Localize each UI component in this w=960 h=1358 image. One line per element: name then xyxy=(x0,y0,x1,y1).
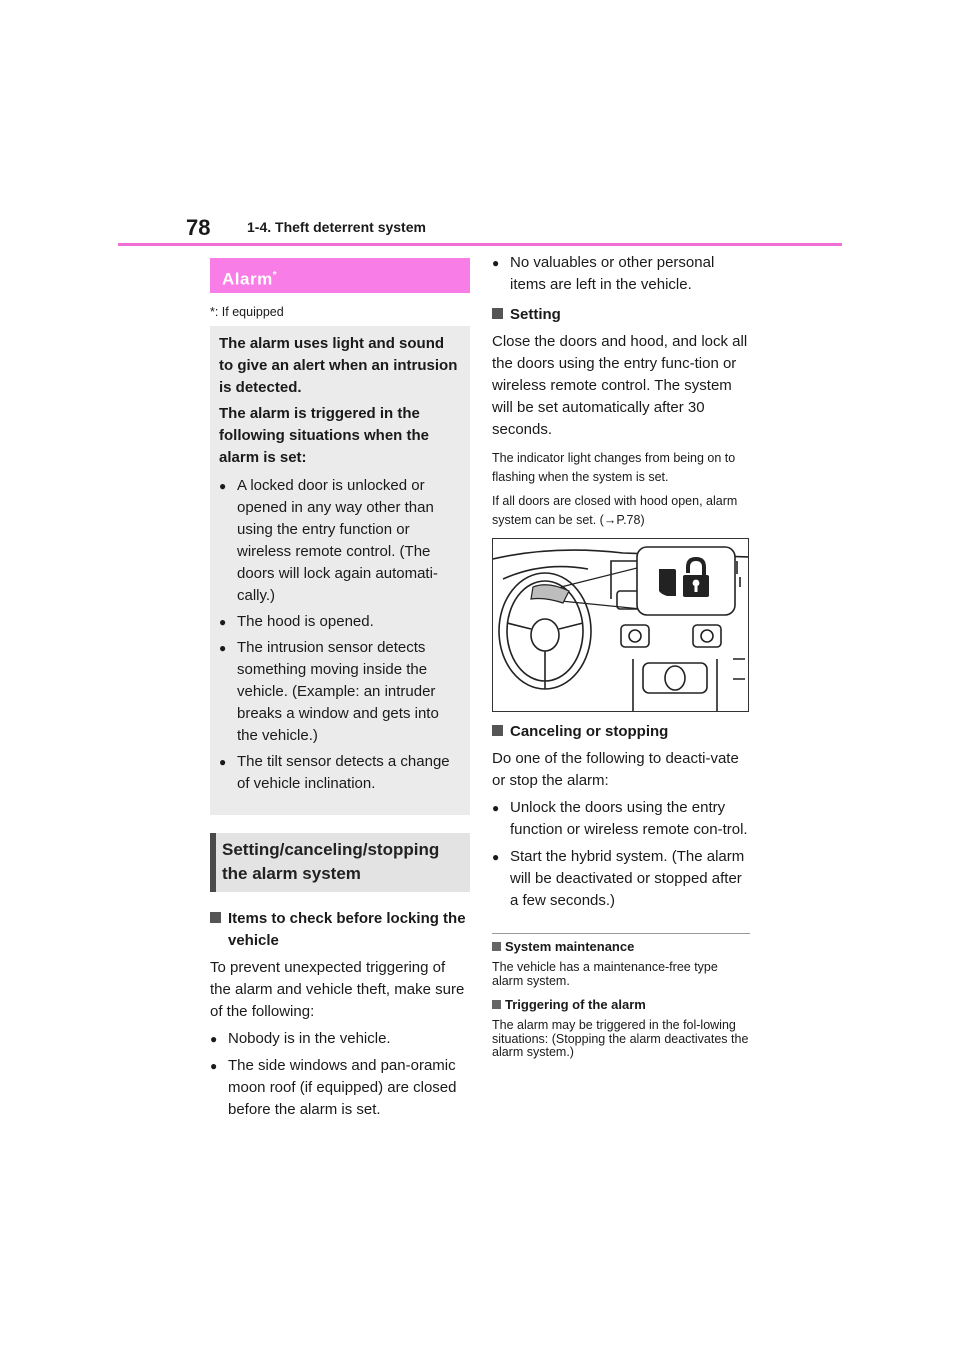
maintenance-heading xyxy=(492,939,750,955)
list-item: ● A locked door is unlocked or opened in any way other than using the entry function or wireless remote control. (The doors will lock again automati-cally.) xyxy=(219,475,460,607)
maintenance-heading-text: System maintenance xyxy=(505,939,635,954)
list-item: ● The tilt sensor detects a change of vehicle inclination. xyxy=(219,751,460,795)
page-number: 78 xyxy=(186,215,211,240)
list-item: ● Unlock the doors using the entry function or wireless remote con-trol. xyxy=(492,797,750,841)
cancel-heading xyxy=(492,721,750,743)
list-item: ● Nobody is in the vehicle. xyxy=(210,1028,470,1050)
header-rule xyxy=(118,243,842,246)
check-heading-text: Items to check before locking the vehicle xyxy=(228,910,466,949)
cancel-intro: Do one of the following to deacti-vate or stop the alarm: xyxy=(492,750,739,789)
cancel-heading-text: Canceling or stopping xyxy=(510,723,669,740)
setting-text: Close the doors and hood, and lock all the doors using the entry func-tion or wireless remote control. The system will be set automatically after 30 seconds. xyxy=(492,333,748,438)
dashboard-drawing xyxy=(493,539,749,712)
check-heading xyxy=(210,908,470,952)
setting-heading xyxy=(492,304,750,326)
check-list xyxy=(210,1028,470,1121)
check-list-continued xyxy=(492,252,750,296)
square-marker-icon xyxy=(492,942,501,951)
square-marker-icon xyxy=(492,725,503,736)
equipped-mark: * xyxy=(272,270,278,281)
trigger-list xyxy=(219,475,460,795)
list-item: ● Start the hybrid system. (The alarm will be deactivated or stopped after a few seconds.) xyxy=(492,846,750,912)
summary-intro-2: The alarm is triggered in the following situations when the alarm is set: xyxy=(219,405,429,466)
triggering-heading-text: Triggering of the alarm xyxy=(505,997,646,1012)
chapter-title: 1-4. Theft deterrent system xyxy=(247,219,426,235)
equipped-footnote: *: If equipped xyxy=(210,305,284,319)
list-item: ● The intrusion sensor detects something moving inside the vehicle. (Example: an intruder breaks a window and gets into the vehicle.) xyxy=(219,637,460,747)
square-marker-icon xyxy=(210,912,221,923)
dashboard-illustration xyxy=(492,538,749,712)
list-item: ● The hood is opened. xyxy=(219,611,460,633)
cancel-list xyxy=(492,797,750,912)
list-item: ● No valuables or other personal items are left in the vehicle. xyxy=(492,252,750,296)
square-marker-icon xyxy=(492,308,503,319)
square-marker-icon xyxy=(492,1000,501,1009)
setting-note-2: If all doors are closed with hood open, alarm system can be set. (→P.78) xyxy=(492,494,738,527)
setting-note-1: The indicator light changes from being on to flashing when the system is set. xyxy=(492,451,736,484)
alarm-section-title: Alarm xyxy=(222,269,273,289)
notes-rule xyxy=(492,933,750,934)
alarm-section-bar xyxy=(210,258,470,293)
triggering-text: The alarm may be triggered in the fol-lowing situations: (Stopping the alarm deactivates the alarm system.) xyxy=(492,1018,749,1059)
triggering-heading xyxy=(492,997,750,1013)
setting-section-bar: Setting/canceling/stopping the alarm system xyxy=(210,833,470,892)
summary-box xyxy=(210,326,470,815)
maintenance-text: The vehicle has a maintenance-free type alarm system. xyxy=(492,960,718,988)
list-item: ● The side windows and pan-oramic moon roof (if equipped) are closed before the alarm is set. xyxy=(210,1055,470,1121)
right-column xyxy=(492,252,750,1060)
left-column xyxy=(210,258,470,1126)
setting-heading-text: Setting xyxy=(510,306,561,323)
summary-intro-1: The alarm uses light and sound to give an alert when an intrusion is detected. xyxy=(219,335,458,396)
check-intro: To prevent unexpected triggering of the alarm and vehicle theft, make sure of the following: xyxy=(210,959,465,1020)
